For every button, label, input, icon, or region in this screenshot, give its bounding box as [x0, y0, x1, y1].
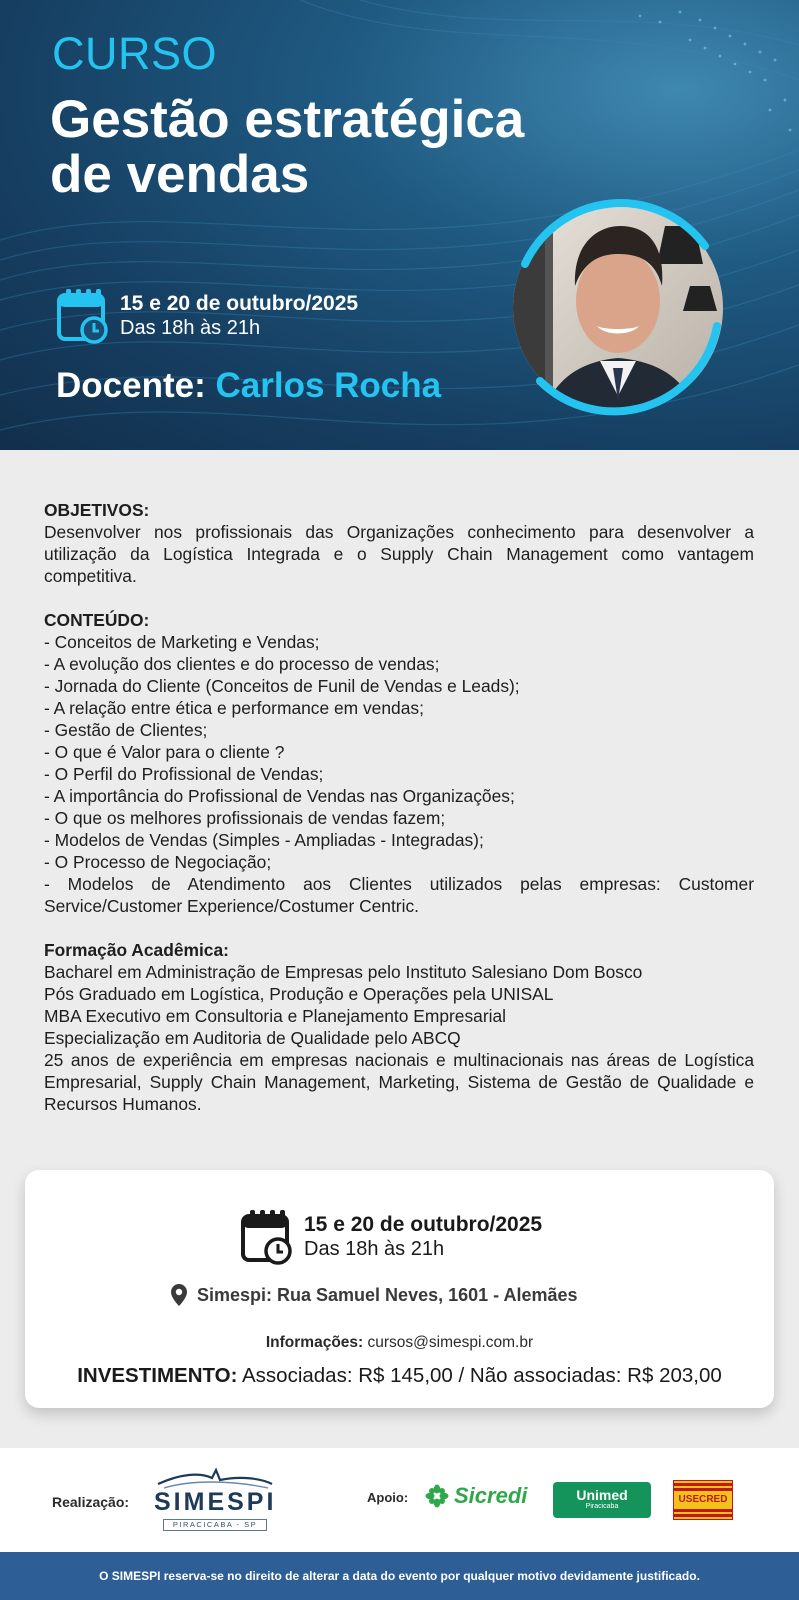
hero-date-time: Das 18h às 21h [120, 317, 261, 339]
objetivos-heading: OBJETIVOS: [44, 500, 150, 520]
list-item: MBA Executivo em Consultoria e Planejamento Empresarial [44, 1006, 507, 1026]
hero-date-text [120, 292, 358, 340]
hero-date-block [56, 287, 358, 345]
course-title-line2: de vendas [50, 145, 310, 204]
formacao-heading: Formação Acadêmica: [44, 940, 229, 960]
list-item: Especialização em Auditoria de Qualidade pelo ABCQ [44, 1028, 461, 1048]
list-item: - Conceitos de Marketing e Vendas; [44, 632, 320, 652]
apoio-label: Apoio: [367, 1490, 409, 1505]
simespi-name: SIMESPI [154, 1488, 277, 1516]
calendar-clock-icon [56, 287, 108, 345]
list-item: - O Processo de Negociação; [44, 852, 272, 872]
objetivos-section [44, 499, 754, 587]
list-item: - O que é Valor para o cliente ? [44, 742, 285, 762]
invest-value: Associadas: R$ 145,00 / Não associadas: R$ 203,00 [242, 1364, 722, 1387]
card-date-block [240, 1208, 542, 1266]
calendar-clock-icon [240, 1208, 292, 1266]
course-details [44, 499, 754, 1137]
list-item: 25 anos de experiência em empresas nacionais e multinacionais nas áreas de Logística Empresarial, Supply Chain Management, Marketing, Sistema de Gestão de Qualidade e Recursos Humanos. [44, 1050, 754, 1114]
list-item: - Modelos de Vendas (Simples - Ampliadas - Integradas); [44, 830, 484, 850]
docente-line [56, 366, 441, 406]
simespi-sub: PIRACICABA - SP [163, 1519, 267, 1531]
conteudo-section [44, 609, 754, 917]
course-kicker: CURSO [52, 28, 218, 79]
list-item: - A importância do Profissional de Vendas nas Organizações; [44, 786, 515, 806]
address-text: Simespi: Rua Samuel Neves, 1601 - Alemães [197, 1284, 578, 1305]
info-label: Informações: [265, 1334, 364, 1351]
list-item: - Gestão de Clientes; [44, 720, 208, 740]
card-date-time: Das 18h às 21h [304, 1238, 445, 1260]
sponsors-strip [0, 1448, 799, 1552]
event-address [171, 1284, 578, 1306]
hero-banner [0, 0, 799, 450]
card-date-text [304, 1213, 542, 1261]
investment-line [25, 1364, 774, 1388]
instructor-photo [505, 186, 731, 426]
list-item: Bacharel em Administração de Empresas pelo Instituto Salesiano Dom Bosco [44, 962, 643, 982]
list-item: - A relação entre ética e performance em vendas; [44, 698, 424, 718]
list-item: - Modelos de Atendimento aos Clientes utilizados pelas empresas: Customer Service/Customer Experience/Costumer Centric. [44, 874, 754, 916]
sicredi-flower-icon [425, 1484, 449, 1508]
unimed-logo [553, 1482, 651, 1518]
info-line [25, 1334, 774, 1352]
list-item: - A evolução dos clientes e do processo de vendas; [44, 654, 440, 674]
event-info-card [25, 1170, 774, 1408]
objetivos-text: Desenvolver nos profissionais das Organizações conhecimento para desenvolver a utilização da Logística Integrada e o Supply Chain Management como vantagem competitiva. [44, 522, 754, 586]
course-title-line1: Gestão estratégica [50, 90, 525, 149]
map-pin-icon [171, 1284, 187, 1306]
list-item: - Jornada do Cliente (Conceitos de Funil de Vendas e Leads); [44, 676, 520, 696]
conteudo-heading: CONTEÚDO: [44, 610, 150, 630]
sicredi-text: Sicredi [454, 1483, 528, 1508]
formacao-section [44, 939, 754, 1115]
unimed-sub: Piracicaba [585, 1503, 619, 1510]
card-date-main: 15 e 20 de outubro/2025 [304, 1213, 543, 1236]
unimed-text: Unimed [576, 1487, 628, 1503]
invest-label: INVESTIMENTO: [77, 1364, 238, 1387]
docente-label: Docente: [56, 366, 206, 405]
disclaimer-bar [0, 1552, 799, 1600]
list-item: - O Perfil do Profissional de Vendas; [44, 764, 324, 784]
info-email[interactable]: cursos@simespi.com.br [367, 1334, 534, 1351]
docente-name: Carlos Rocha [215, 366, 442, 405]
usecred-text: USECRED [678, 1494, 728, 1505]
hero-date-main: 15 e 20 de outubro/2025 [120, 292, 359, 315]
sicredi-logo [425, 1483, 527, 1509]
realizacao-label: Realização: [52, 1494, 130, 1510]
disclaimer-text: O SIMESPI reserva-se no direito de alterar a data do evento por qualquer motivo devidamente justificado. [99, 1569, 700, 1583]
list-item: - O que os melhores profissionais de vendas fazem; [44, 808, 446, 828]
list-item: Pós Graduado em Logística, Produção e Operações pela UNISAL [44, 984, 554, 1004]
